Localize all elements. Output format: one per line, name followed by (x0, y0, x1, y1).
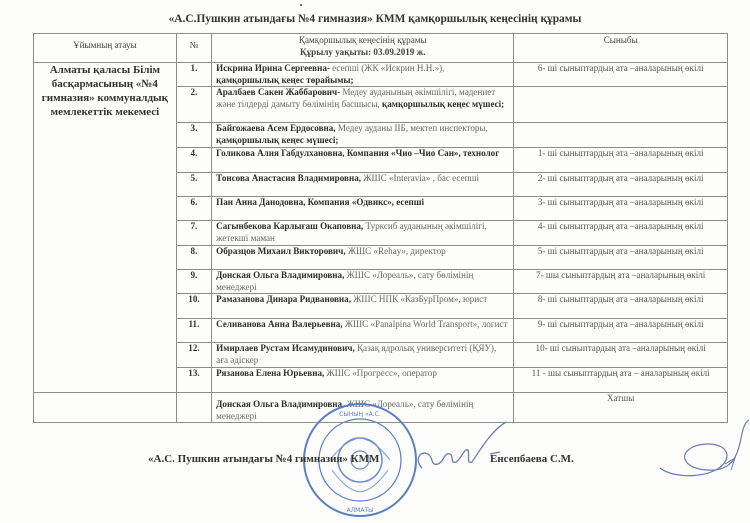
table-row (34, 63, 728, 87)
member-class-role: 9- шi сыныптардың ата –аналарының өкілі (514, 319, 728, 343)
member-name: Донская Ольга Владимировна, (216, 270, 345, 280)
member-name: Образцов Михаил Викторович, (216, 246, 346, 256)
member-detail: ЖШС «Rehay», директор (345, 246, 446, 256)
member-class-role: 11 - шы сыныптардың ата – аналарының өкілі (514, 368, 728, 393)
header-org: Ұйымның атауы (34, 34, 177, 63)
member-cell (212, 63, 514, 87)
member-name: Сагынбекова Карлығаш Окаповна, (216, 221, 364, 231)
member-position: қамқоршылық кеңес мүшесі; (381, 98, 505, 109)
row-number: 13. (176, 368, 211, 393)
row-number: 10. (176, 294, 211, 319)
member-detail: Медеу ауданы ІІБ, мектеп инспекторы, (335, 123, 488, 133)
table-header-row (34, 34, 728, 63)
member-class-role: 3- шi сыныптардың ата –аналарының өкілі (514, 197, 728, 221)
scan-dot (300, 4, 302, 6)
row-number: 3. (176, 123, 211, 148)
member-name: Искрина Ирина Сергеевна- (216, 63, 330, 73)
row-number: 4. (176, 148, 211, 173)
row-number: 9. (176, 270, 211, 294)
footer-organization: «А.С. Пушкин атындағы №4 гимназия» КММ (148, 453, 380, 465)
member-cell (212, 173, 514, 197)
member-class-role: 7- шы сыныптардың ата –аналарының өкілі (514, 270, 728, 294)
member-name: Тонсова Анастасия Владимировна, (216, 173, 362, 183)
member-name: Голикова Алия Габдулхановна, Компания «Чио –Чио Сан», технолог (216, 148, 500, 158)
row-number: 5. (176, 173, 211, 197)
member-cell (212, 221, 514, 246)
header-member (212, 34, 514, 63)
row-number: 6. (176, 197, 211, 221)
row-number: 7. (176, 221, 211, 246)
member-cell (212, 270, 514, 294)
member-detail: ЖШС НПК «КазБурПром», юрист (351, 294, 488, 304)
header-num: № (176, 34, 211, 63)
member-cell (212, 319, 514, 343)
member-detail: есепші (ЖК «Искрин Н.Н.»), (329, 63, 445, 73)
member-class-role (514, 123, 728, 148)
signature-mark (410, 420, 510, 480)
member-class-role: 6- шi сыныптардың ата –аналарының өкілі (514, 63, 728, 87)
header-member-date: Құрылу уақыты: 03.09.2019 ж. (300, 46, 426, 57)
secretary-name: Донская Ольга Владимировна, (216, 399, 345, 409)
member-class-role: 4- шi сыныптардың ата –аналарының өкілі (514, 221, 728, 246)
row-number: 1. (176, 63, 211, 87)
member-cell (212, 148, 514, 173)
member-cell (212, 294, 514, 319)
document-title: «А.С.Пушкин атындағы №4 гимназия» КММ қамқоршылық кеңесінің құрамы (168, 13, 582, 25)
member-cell (212, 123, 514, 148)
member-name: Селиванова Анна Валерьевна, (216, 319, 343, 329)
member-cell (212, 87, 514, 123)
member-cell (212, 197, 514, 221)
member-cell (212, 368, 514, 393)
member-name: Байгожаева Асем Ердосовна, (216, 123, 336, 133)
member-cell (212, 246, 514, 270)
empty-cell (176, 393, 211, 423)
row-number: 2. (176, 87, 211, 123)
member-name: Пан Анна Данодовна, Компания «Одвикс», есепші (216, 197, 424, 207)
secretary-role: Хатшы (514, 393, 728, 423)
member-cell (212, 343, 514, 368)
organization-name: Алматы қаласы Білім басқармасының «№4 гимназия» коммуналдық мемлекеттік мекемесі (34, 63, 177, 393)
row-number: 12. (176, 343, 211, 368)
svg-text:АЛМАТЫ: АЛМАТЫ (346, 507, 374, 514)
member-position: қамқоршылық кеңес төрайымы; (216, 74, 354, 85)
member-class-role: 2- шi сыныптардың ата –аналарының өкілі (514, 173, 728, 197)
member-detail: ЖШС «Interavia» , бас есепші (361, 173, 480, 183)
member-detail: Қазақ ядролық университеті (ҚЯУ), аға әдіскер (216, 343, 497, 365)
member-name: Аралбаев Сакен Жаббарович- (216, 87, 341, 97)
row-number: 8. (176, 246, 211, 270)
member-class-role: 1- шi сыныптардың ата –аналарының өкілі (514, 148, 728, 173)
member-position: қамқоршылық кеңес мүшесі; (216, 134, 339, 145)
member-name: Рамазанова Динара Ридвановна, (216, 294, 351, 304)
row-number: 11. (176, 319, 211, 343)
member-class-role: 5- шi сыныптардың ата –аналарының өкілі (514, 246, 728, 270)
svg-text:СЫНЫҢ «А.С.: СЫНЫҢ «А.С. (339, 411, 381, 418)
member-detail: Медеу ауданының әкімшілігі, мәдениет және тілдерді дамыту бөлімінің басшысы, (216, 87, 496, 109)
secretary-detail: ЖШС «Лореаль», сату бөлімінің менеджері (216, 399, 474, 421)
member-detail: ЖШС «Panalpina World Transport», логист (342, 319, 508, 329)
header-member-title: Қамқоршылық кеңесінің құрамы (298, 35, 427, 45)
member-detail: Турксиб ауданының әкімшілігі, жетекші маман (216, 221, 487, 243)
footer-signatory: Енсепбаева С.М. (490, 453, 574, 465)
member-name: Рязанова Елена Юрьевна, (216, 368, 325, 378)
header-role: Сыныбы (514, 34, 728, 63)
member-detail: ЖШС «Лореаль», сату бөлімінің менеджері (216, 270, 474, 292)
council-table (33, 33, 728, 423)
signature-mark (655, 420, 750, 490)
member-name: Имирлаев Рустам Исамудинович, (216, 343, 355, 353)
member-class-role (514, 87, 728, 123)
member-class-role: 8- шi сыныптардың ата –аналарының өкілі (514, 294, 728, 319)
empty-cell (34, 393, 177, 423)
member-class-role: 10- шi сыныптардың ата –аналарының өкілі (514, 343, 728, 368)
member-detail: ЖШС «Прогресс», оператор (324, 368, 437, 378)
